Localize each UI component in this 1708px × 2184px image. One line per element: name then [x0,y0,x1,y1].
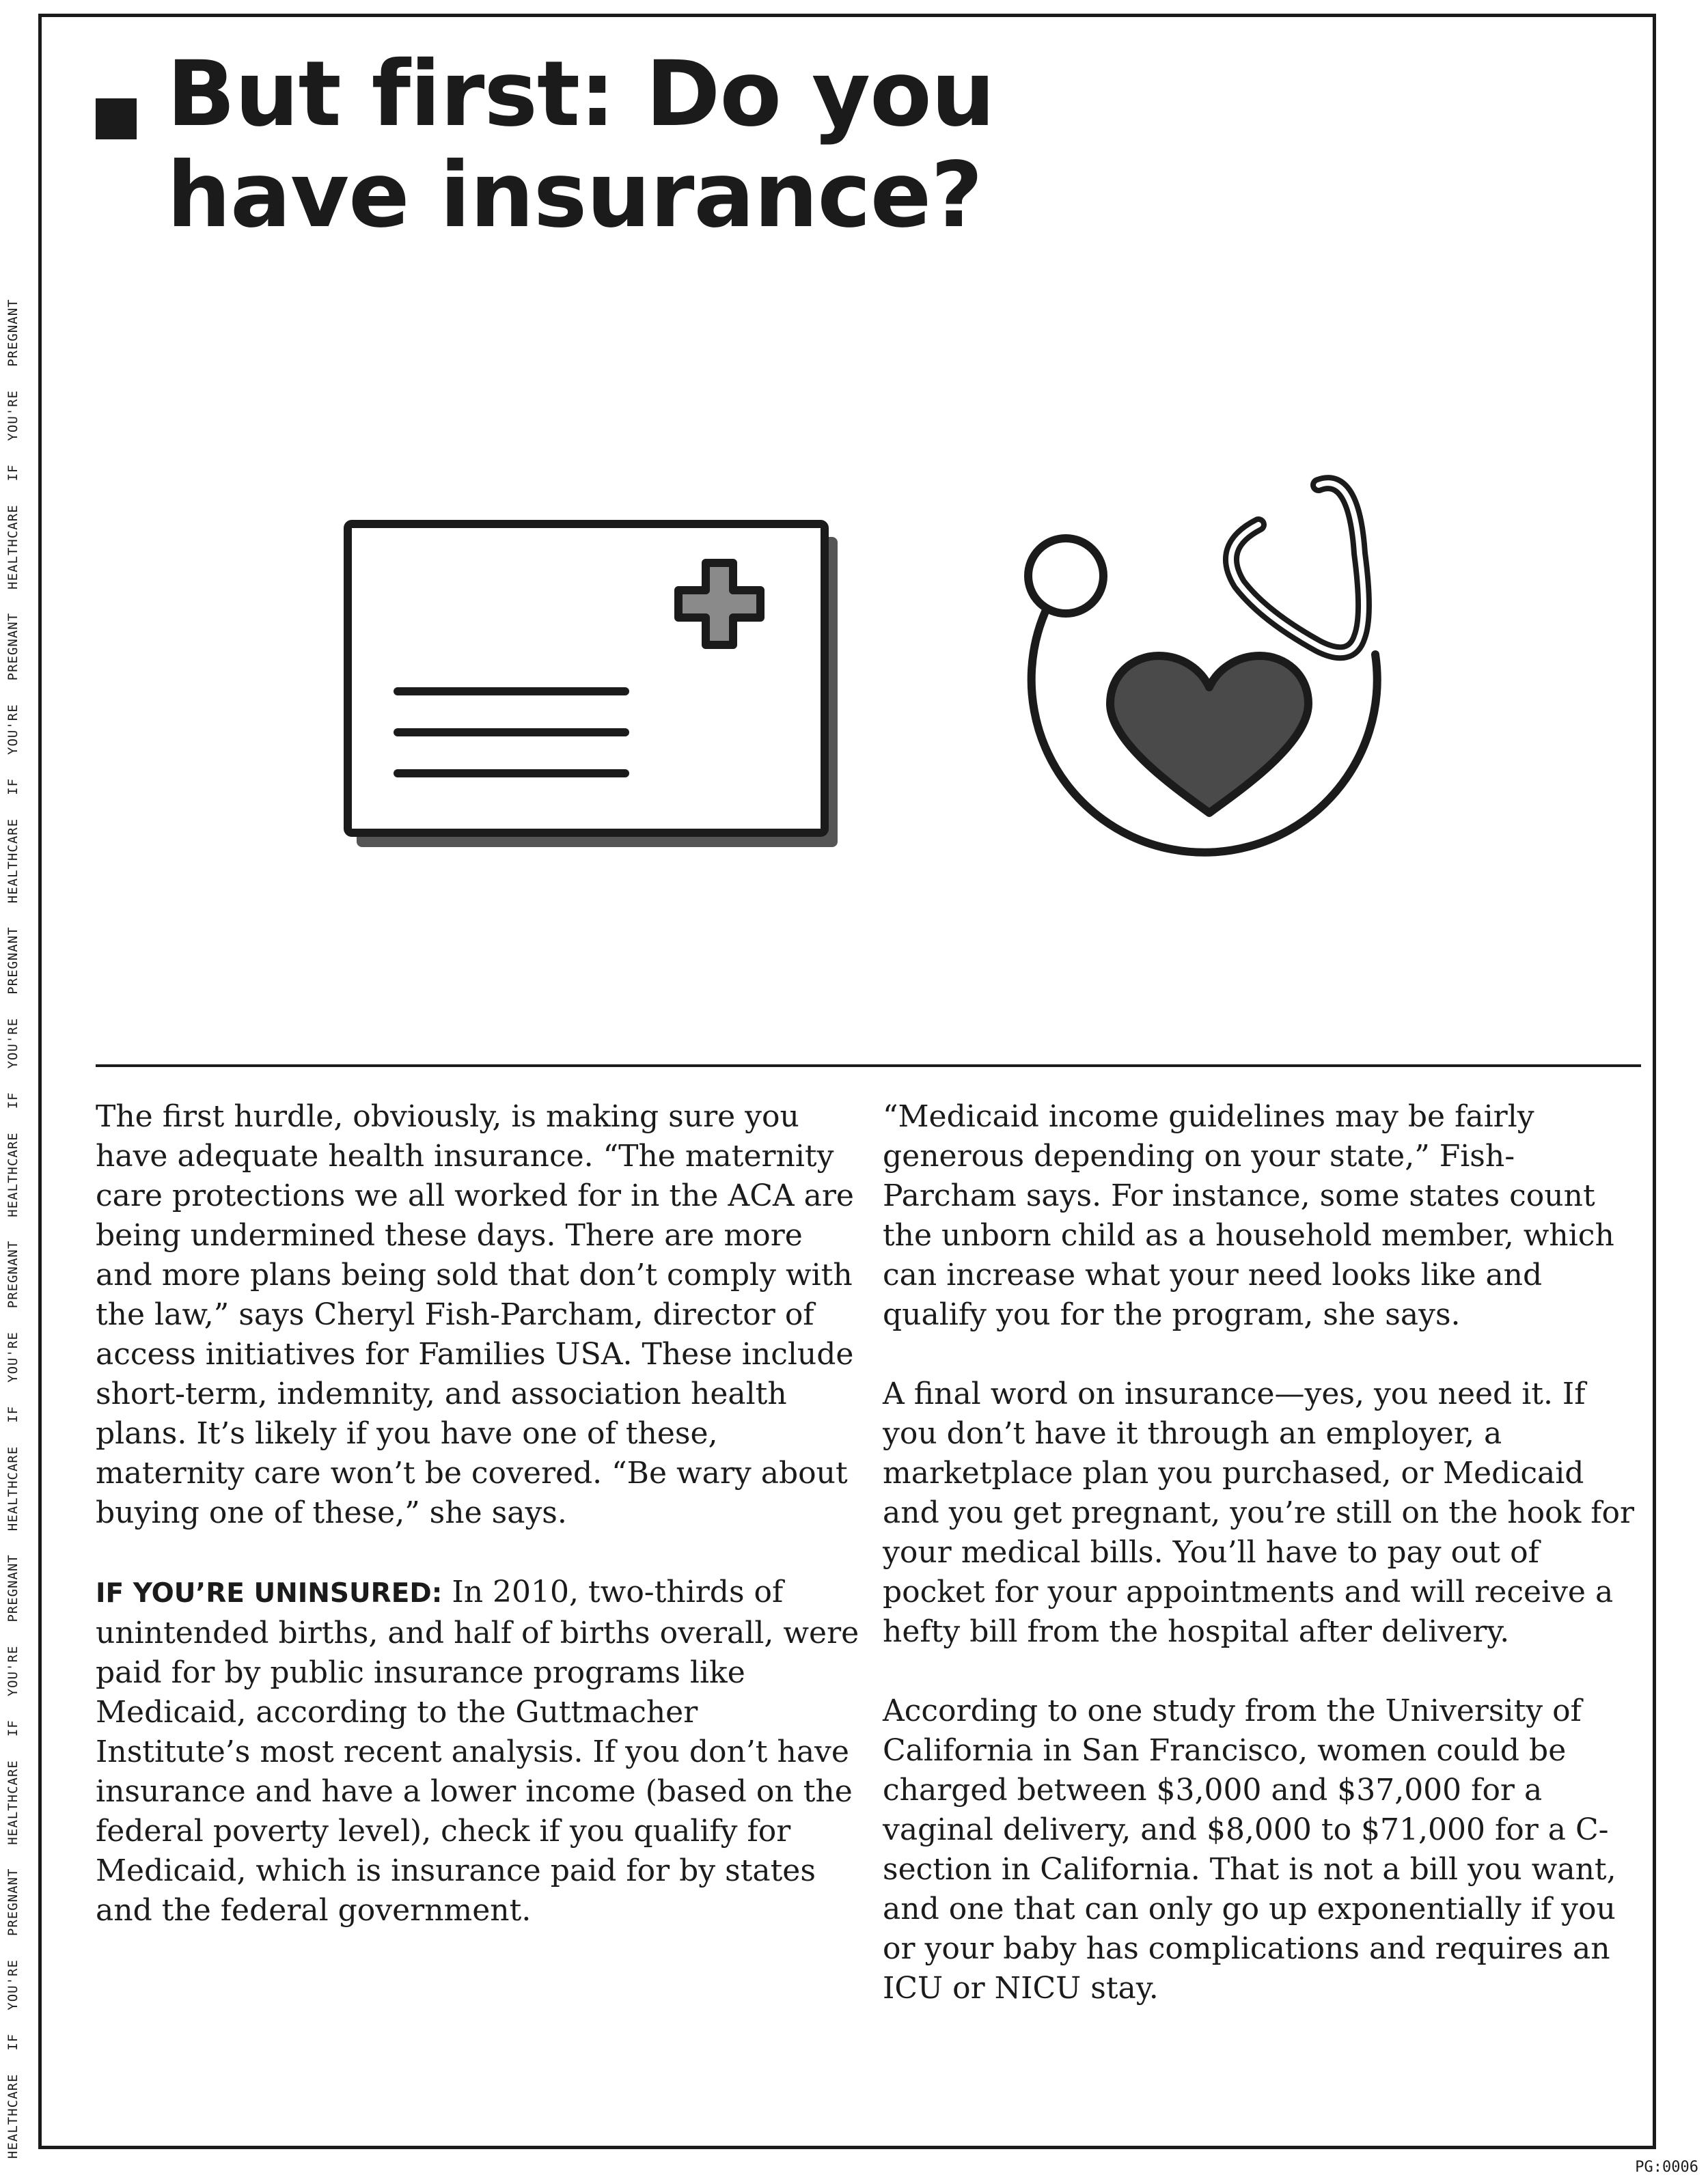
insurance-card-icon [348,524,838,847]
side-word: IF [5,1405,20,1423]
stethoscope-chestpiece [1028,538,1103,613]
side-word: IF [5,777,20,795]
side-word: PREGNANT [5,1554,20,1622]
heart-shape [1110,656,1308,813]
side-word: HEALTHCARE [5,1446,20,1532]
side-word: IF [5,2033,20,2051]
side-word: YOU'RE [5,1017,20,1069]
side-word: HEALTHCARE [5,504,20,590]
paragraph: “Medicaid income guidelines may be fairly generous depending on your state,” Fish-Parcham says. For instance, some states count the unborn child as a household member, which can increase what your need looks like and qualify you for the program, she says. [883,1099,1614,1332]
side-word: YOU'RE [5,389,20,441]
side-word: IF [5,1092,20,1109]
page-number: PG:0006 [1635,2159,1698,2176]
side-word: HEALTHCARE [5,1760,20,1845]
paragraph: A final word on insurance—yes, you need it. If you don’t have it through an employer, a marketplace plan you purchased, or Medicaid and you get pregnant, you’re still on the hook for your medical bills. You’ll have to pay out of pocket for your appointments and will receive a hefty bill from the hospital after delivery. [883,1377,1635,1649]
article-column-left [96,1097,861,1970]
side-word: PREGNANT [5,1868,20,1937]
side-word: YOU'RE [5,704,20,755]
paragraph: The first hurdle, obviously, is making sure you have adequate health insurance. “The maternity care protections we all worked for in the ACA are being undermined these days. There are more and more plans being sold that don’t comply with the law,” says Cheryl Fish-Parcham, director of access initiatives for Families USA. These include short-term, indemnity, and association health plans. It’s likely if you have one of these, maternity care won’t be covered. “Be wary about buying one of these,” she says. [96,1099,854,1530]
side-running-text [4,0,22,2159]
side-word: PREGNANT [5,1240,20,1309]
paragraph-uninsured [96,1573,861,1931]
side-word: HEALTHCARE [5,1132,20,1217]
stethoscope-tube [1231,483,1364,652]
side-strip [0,0,27,2184]
section-divider [96,1064,1641,1067]
paragraph-lead-in: IF YOU’RE UNINSURED: [96,1578,443,1609]
side-word: PREGNANT [5,299,20,367]
paragraph: According to one study from the University of California in San Francisco, women could be charged between $3,000 and $37,000 for a vaginal delivery, and $8,000 to $71,000 for a C-section in California. That is not a bill you want, and one that can only go up exponentially if you or your baby has complications and requires an ICU or NICU stay. [883,1694,1616,2006]
illustration [335,458,1414,895]
side-word: HEALTHCARE [5,2073,20,2159]
side-word: YOU'RE [5,1331,20,1383]
stethoscope-heart-icon [1028,483,1377,853]
side-word: HEALTHCARE [5,818,20,904]
page-title: But first: Do you have insurance? [167,42,995,248]
card-body [348,524,825,833]
side-word: PREGNANT [5,926,20,995]
article-column-right [883,1097,1648,2048]
side-word: IF [5,464,20,482]
paragraph-text: In 2010, two-thirds of unintended births, and half of births overall, were paid for by public insurance programs like Medicaid, according to the Guttmacher Institute’s most recent analysis. If you don’t have insurance and have a lower income (based on the federal poverty level), check if you qualify for Medicaid, which is insurance paid for by states and the federal government. [96,1575,859,1928]
headline-bullet-square [96,98,137,139]
side-word: YOU'RE [5,1645,20,1697]
side-word: YOU'RE [5,1959,20,2010]
side-word: PREGNANT [5,612,20,681]
headline [96,44,1123,246]
side-word: IF [5,1719,20,1737]
